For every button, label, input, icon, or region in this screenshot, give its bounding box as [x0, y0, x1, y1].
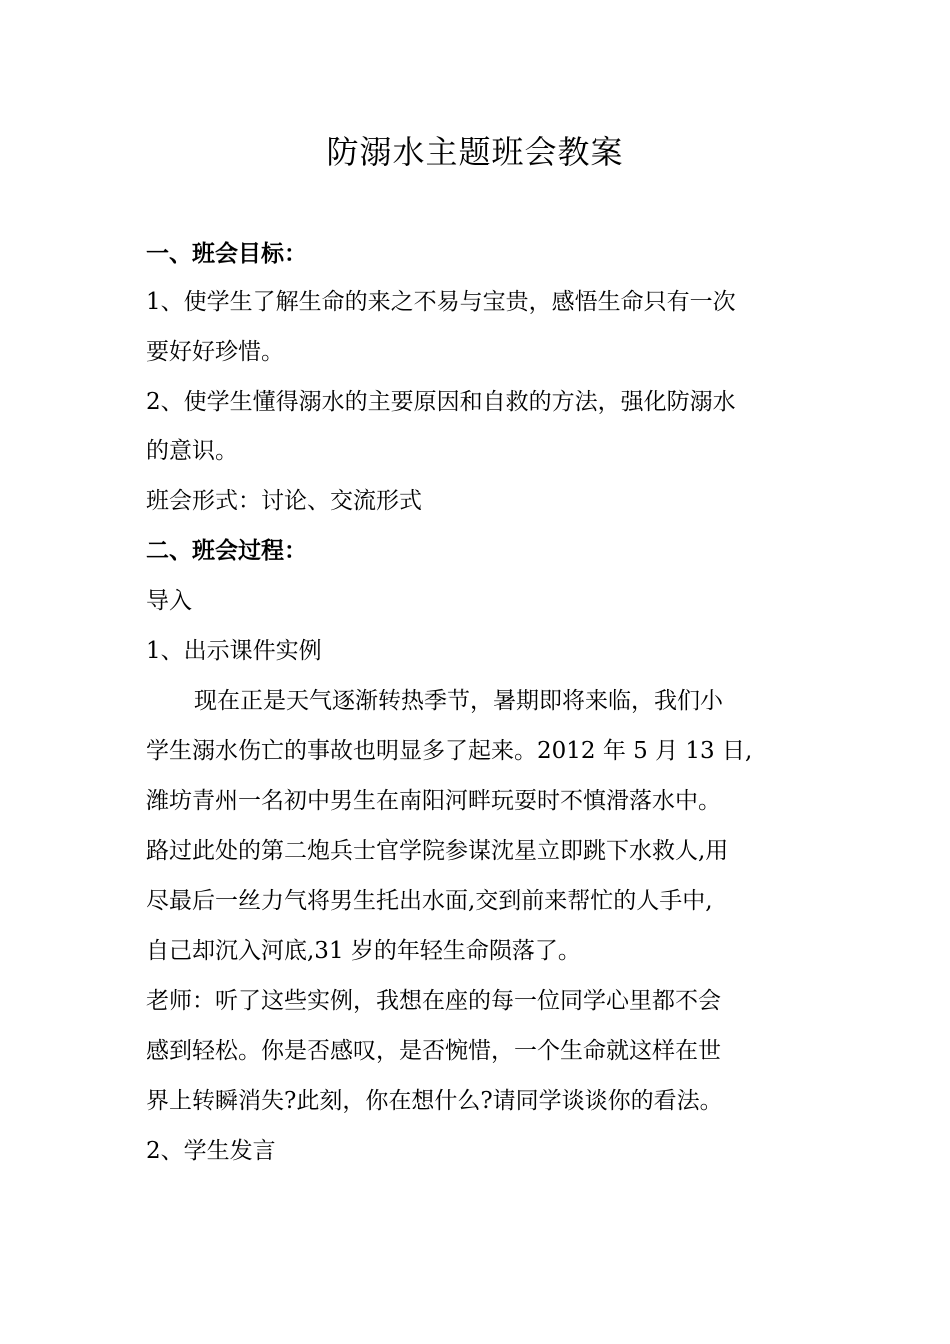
- paragraph-line: 路过此处的第二炮兵士官学院参谋沈星立即跳下水救人,用: [146, 838, 729, 864]
- paragraph-line: 1、使学生了解生命的来之不易与宝贵，感悟生命只有一次: [146, 289, 736, 315]
- paragraph-line: 的意识。: [146, 438, 238, 464]
- section-heading-process: 二、班会过程：: [146, 537, 307, 564]
- paragraph-line: 2、使学生懂得溺水的主要原因和自救的方法，强化防溺水: [146, 389, 736, 415]
- paragraph-line: 要好好珍惜。: [146, 339, 284, 365]
- document-title: 防溺水主题班会教案: [326, 133, 624, 171]
- paragraph-line: 感到轻松。你是否感叹，是否惋惜，一个生命就这样在世: [146, 1038, 721, 1064]
- paragraph-line: 班会形式：讨论、交流形式: [146, 488, 422, 514]
- paragraph-line: 学生溺水伤亡的事故也明显多了起来。2012 年 5 月 13 日,: [146, 738, 753, 764]
- paragraph-line: 老师：听了这些实例，我想在座的每一位同学心里都不会: [146, 988, 721, 1014]
- paragraph-line: 界上转瞬消失?此刻，你在想什么?请同学谈谈你的看法。: [146, 1088, 723, 1114]
- paragraph-line: 尽最后一丝力气将男生托出水面,交到前来帮忙的人手中,: [146, 888, 713, 914]
- paragraph-line: 1、出示课件实例: [146, 638, 322, 664]
- section-heading-goals: 一、班会目标：: [146, 240, 307, 267]
- paragraph-line: 2、学生发言: [146, 1138, 276, 1164]
- paragraph-line: 潍坊青州一名初中男生在南阳河畔玩耍时不慎滑落水中。: [146, 788, 721, 814]
- paragraph-line: 自己却沉入河底,31 岁的年轻生命陨落了。: [146, 938, 581, 964]
- paragraph-line: 导入: [146, 588, 192, 614]
- paragraph-line: 现在正是天气逐渐转热季节，暑期即将来临，我们小: [194, 688, 723, 714]
